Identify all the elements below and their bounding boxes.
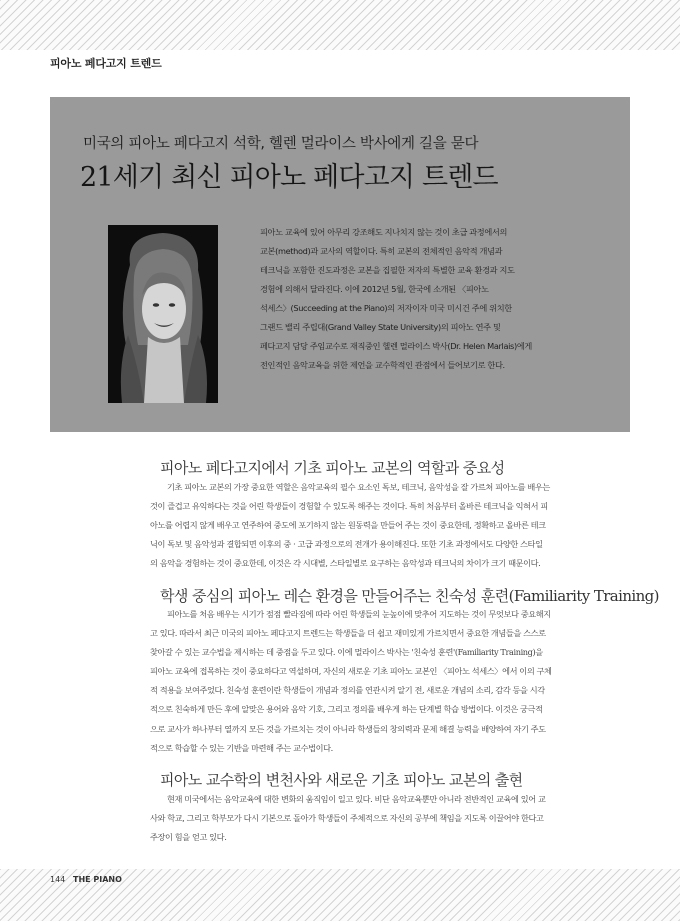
body-line: 적으로 학습할 수 있는 기반을 마련해 주는 교수법이다. bbox=[150, 742, 333, 753]
intro-line: 경험에 의해서 달라진다. 이에 2012년 5월, 한국에 소개된 〈피아노 bbox=[260, 284, 489, 294]
top-hatch-band bbox=[0, 0, 680, 50]
author-portrait bbox=[108, 225, 218, 403]
body-line: 으로 교사가 하나부터 열까지 모든 것을 가르치는 것이 아니라 학생들의 창의력과 문제 해결 능력을 배양하여 자기 주도 bbox=[150, 723, 546, 734]
body-line: 의 음악을 경험하는 것이 중요한데, 이것은 각 시대별, 스타일별로 요구하는 음악성과 테크닉의 차이가 크기 때문이다. bbox=[150, 558, 541, 569]
intro-line: 테크닉을 포함한 진도과정은 교본을 집필한 저자의 특별한 교육 환경과 지도 bbox=[260, 265, 515, 275]
section-heading: 피아노 페다고지에서 기초 피아노 교본의 역할과 중요성 bbox=[160, 459, 505, 477]
body-line: 것이 즐겁고 유익하다는 것을 어린 학생들이 경험할 수 있도록 해주는 것이다. 특히 처음부터 올바른 테크닉을 익혀서 피 bbox=[150, 501, 548, 512]
portrait-illustration bbox=[108, 225, 218, 403]
feature-box bbox=[50, 97, 630, 432]
section-heading: 학생 중심의 피아노 레슨 환경을 만들어주는 친숙성 훈련(Familiarity Training) bbox=[160, 587, 659, 605]
intro-line: 그랜드 밸리 주립대(Grand Valley State University)의 피아노 연주 및 bbox=[260, 322, 501, 332]
body-line: 아노를 어렵지 않게 배우고 연주하여 중도에 포기하지 않는 원동력을 만들어 주는 것이 중요한데, 정확하고 올바른 테크 bbox=[150, 520, 546, 531]
section-tag: 피아노 페다고지 트렌드 bbox=[50, 57, 162, 70]
intro-line: 교본(method)과 교사의 역할이다. 특히 교본의 전체적인 음악적 개념과 bbox=[260, 246, 503, 256]
section-body bbox=[150, 790, 632, 847]
feature-title: 21세기 최신 피아노 페다고지 트렌드 bbox=[80, 162, 498, 193]
magazine-name: THE PIANO bbox=[73, 875, 122, 884]
intro-line: 피아노 교육에 있어 아무리 강조해도 지나치지 않는 것이 초급 과정에서의 bbox=[260, 227, 508, 237]
body-line: 적 적용을 보여주었다. 친숙성 훈련이란 학생들이 개념과 정의를 연관시켜 알기 전, 새로운 개념의 소리, 감각 등을 시각 bbox=[150, 685, 545, 696]
intro-line: 전인적인 음악교육을 위한 제언을 교수학적인 관점에서 들어보기로 한다. bbox=[260, 360, 505, 370]
intro-line: 석세스〉(Succeeding at the Piano)의 저자이자 미국 미시건 주에 위치한 bbox=[260, 303, 512, 313]
body-line: 현재 미국에서는 음악교육에 대한 변화의 움직임이 일고 있다. 비단 음악교육뿐만 아니라 전반적인 교육에 있어 교 bbox=[167, 794, 546, 804]
body-line: 적으로 친숙하게 만든 후에 알맞은 용어와 음악 기호, 그리고 정의를 배우게 하는 단계별 학습 방법이다. 이것은 궁극적 bbox=[150, 704, 543, 715]
body-line: 닉이 독보 및 음악성과 결합되면 이후의 중 · 고급 과정으로의 전개가 용이해진다. 또한 기초 과정에서도 다양한 스타일 bbox=[150, 539, 543, 550]
intro-line: 페다고지 담당 주임교수로 재직중인 헬렌 멀라이스 박사(Dr. Helen Marlais)에게 bbox=[260, 341, 532, 351]
section-body bbox=[150, 605, 632, 758]
body-line: 고 있다. 따라서 최근 미국의 피아노 페다고지 트렌드는 학생들을 더 쉽고 재미있게 가르치면서 중요한 개념들을 스스로 bbox=[150, 628, 546, 639]
body-line: 주장이 힘을 얻고 있다. bbox=[150, 832, 227, 843]
body-line: 피아노 교육에 접목하는 것이 중요하다고 역설하며, 자신의 새로운 기초 피아노 교본인 〈피아노 석세스〉에서 이의 구체 bbox=[150, 666, 552, 677]
feature-subtitle: 미국의 피아노 페다고지 석학, 헬렌 멀라이스 박사에게 길을 묻다 bbox=[83, 136, 479, 152]
body-line: 기초 피아노 교본의 가장 중요한 역할은 음악교육의 필수 요소인 독보, 테크닉, 음악성을 잘 가르쳐 피아노를 배우는 bbox=[167, 482, 550, 492]
page-number: 144 bbox=[50, 875, 66, 884]
body-line: 피아노를 처음 배우는 시기가 점점 빨라짐에 따라 어린 학생들의 눈높이에 맞추어 지도하는 것이 무엇보다 중요해지 bbox=[167, 609, 551, 619]
section-body bbox=[150, 478, 632, 573]
section-heading: 피아노 교수학의 변천사와 새로운 기초 피아노 교본의 출현 bbox=[160, 771, 523, 789]
body-line: 찾아갈 수 있는 교수법을 제시하는 데 중점을 두고 있다. 이에 멀라이스 박사는 '친숙성 훈련'(Familiarity Training)을 bbox=[150, 647, 543, 658]
intro-paragraph bbox=[260, 223, 605, 375]
body-line: 사와 학교, 그리고 학부모가 다시 기본으로 돌아가 학생들이 주체적으로 자신의 공부에 책임을 지도록 이끌어야 한다고 bbox=[150, 813, 544, 824]
